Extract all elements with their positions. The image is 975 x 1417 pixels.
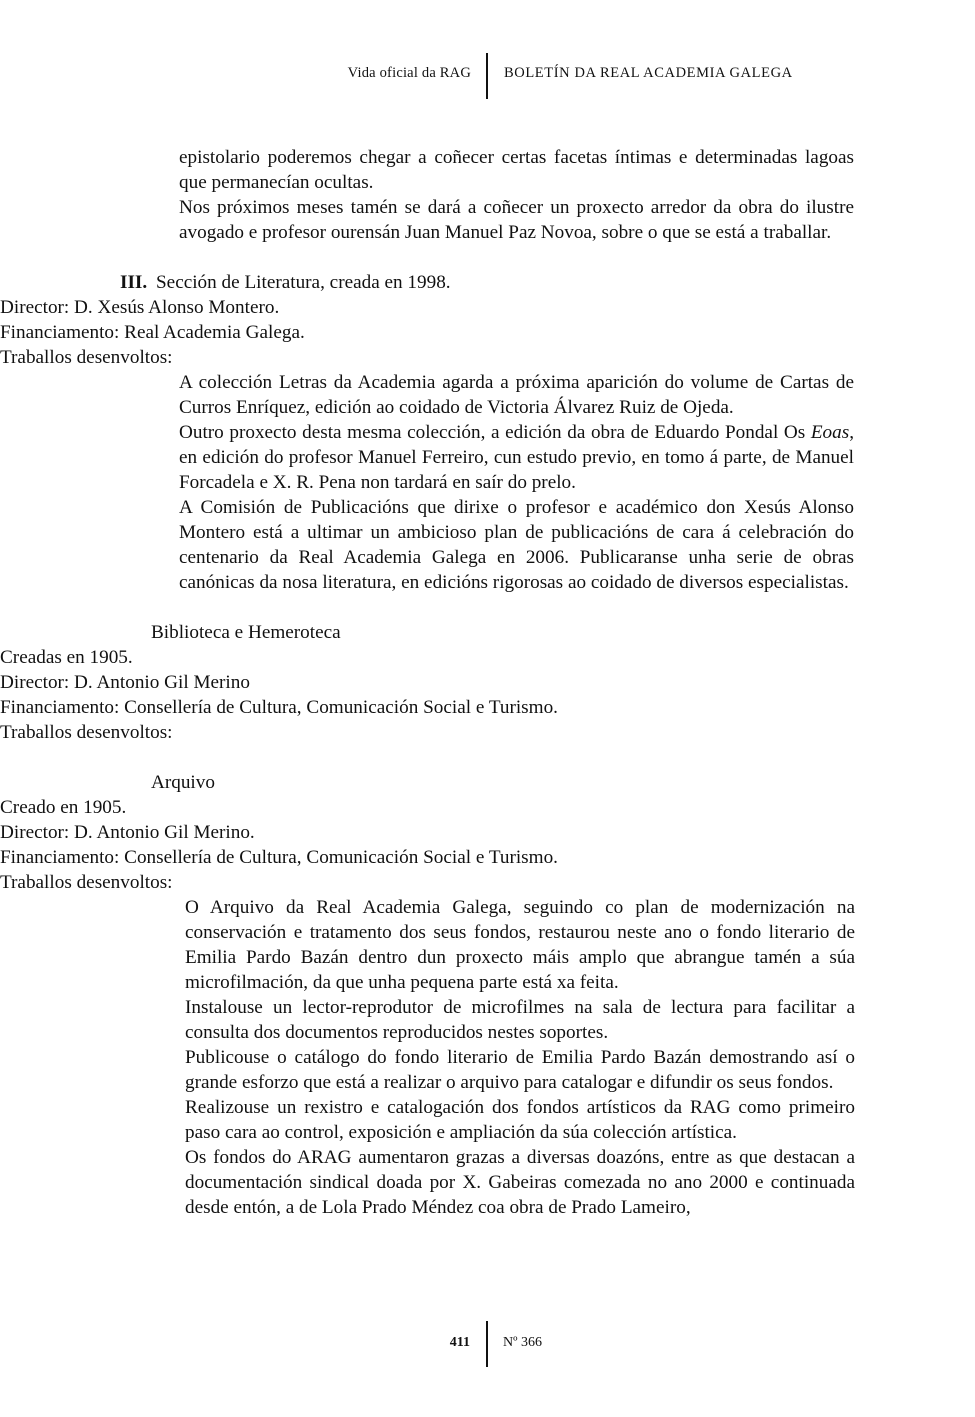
section-heading (120, 270, 975, 295)
section-title: Biblioteca e Hemeroteca (151, 622, 341, 643)
text-run: , en edición do profesor Manuel Ferreiro, cun estudo previo, en tomo á parte, de Manuel Forcadela e X. R. Pena non tardará en saír do prelo. (179, 422, 854, 493)
spacer (0, 745, 975, 770)
work-label: Traballos desenvoltos: (0, 872, 173, 893)
page-folio (0, 1321, 975, 1367)
spacer (0, 245, 975, 270)
director-line: Director: D. Xesús Alonso Montero. (0, 297, 280, 318)
section-number: III. (120, 272, 148, 293)
arquivo-paragraph: O Arquivo da Real Academia Galega, seguindo co plan de modernización na conservación e tratamento dos seus fondos, restaurou neste ano o fondo literario de Emilia Pardo Bazán dentro dun proxecto máis amplo que abrangue tamén a súa microfilmación, da que unha pequena parte está xa feita. (185, 897, 855, 993)
work-title-italic: Eoas (810, 422, 850, 443)
spacer (0, 595, 975, 620)
section-title: Arquivo (151, 772, 215, 793)
funding-line: Financiamento: Consellería de Cultura, Comunicación Social e Turismo. (0, 847, 558, 868)
arquivo-paragraph: Realizouse un rexistro e catalogación dos fondos artísticos da RAG como primeiro paso cara ao control, exposición e ampliación da súa colección artística. (185, 1097, 855, 1143)
work-label: Traballos desenvoltos: (0, 722, 173, 743)
issue-number: Nº 366 (503, 1335, 542, 1350)
literatura-paragraph: A colección Letras da Academia agarda a próxima aparición do volume de Cartas de Curros Enríquez, edición ao coidado de Victoria Álvarez Ruiz de Ojeda. (179, 372, 854, 418)
running-head-section: Vida oficial da RAG (347, 65, 471, 81)
literatura-paragraph (179, 420, 854, 495)
created-line: Creado en 1905. (0, 797, 127, 818)
work-label: Traballos desenvoltos: (0, 347, 173, 368)
section-literatura (0, 270, 975, 595)
page-body (0, 145, 975, 1220)
literatura-paragraph: A Comisión de Publicacións que dirixe o profesor e académico don Xesús Alonso Montero está a ultimar un ambicioso plan de publicacións de cara á celebración do centenario da Real Academia Galega en 2006. Publicaranse unha serie de obras canónicas da nosa literatura, en edicións rigorosas ao coidado de diversos especialistas. (179, 497, 854, 593)
folio-divider (486, 1321, 488, 1367)
running-head-divider (486, 53, 488, 99)
arquivo-paragraph: Os fondos do ARAG aumentaron grazas a diversas doazóns, entre as que destacan a documentación sindical doada por X. Gabeiras comezada no ano 2000 e continuada desde entón, a de Lola Prado Méndez coa obra de Prado Lameiro, (185, 1147, 855, 1218)
intro-paragraph: Nos próximos meses tamén se dará a coñecer un proxecto arredor da obra do ilustre avogado e profesor ourensán Juan Manuel Paz Novoa, sobre o que se está a traballar. (179, 197, 854, 243)
section-biblioteca (0, 620, 975, 745)
director-line: Director: D. Antonio Gil Merino (0, 672, 250, 693)
page-number: 411 (449, 1335, 470, 1350)
intro-paragraph: epistolario poderemos chegar a coñecer certas facetas íntimas e determinadas lagoas que permanecían ocultas. (179, 147, 854, 193)
running-head (0, 53, 975, 99)
section-arquivo (0, 770, 975, 1220)
arquivo-paragraph: Publicouse o catálogo do fondo literario de Emilia Pardo Bazán demostrando así o grande esforzo que está a realizar o arquivo para catalogar e difundir os seus fondos. (185, 1047, 855, 1093)
funding-line: Financiamento: Consellería de Cultura, Comunicación Social e Turismo. (0, 697, 558, 718)
arquivo-paragraph: Instalouse un lector-reprodutor de microfilmes na sala de lectura para facilitar a consulta dos documentos reproducidos nestes soportes. (185, 997, 855, 1043)
director-line: Director: D. Antonio Gil Merino. (0, 822, 255, 843)
funding-line: Financiamento: Real Academia Galega. (0, 322, 305, 343)
created-line: Creadas en 1905. (0, 647, 133, 668)
section-title: Sección de Literatura, creada en 1998. (156, 272, 451, 293)
running-head-journal-title: BOLETÍN DA REAL ACADEMIA GALEGA (504, 65, 793, 81)
text-run: Outro proxecto desta mesma colección, a edición da obra de Eduardo Pondal Os (179, 422, 811, 443)
intro-continuation (0, 145, 975, 245)
